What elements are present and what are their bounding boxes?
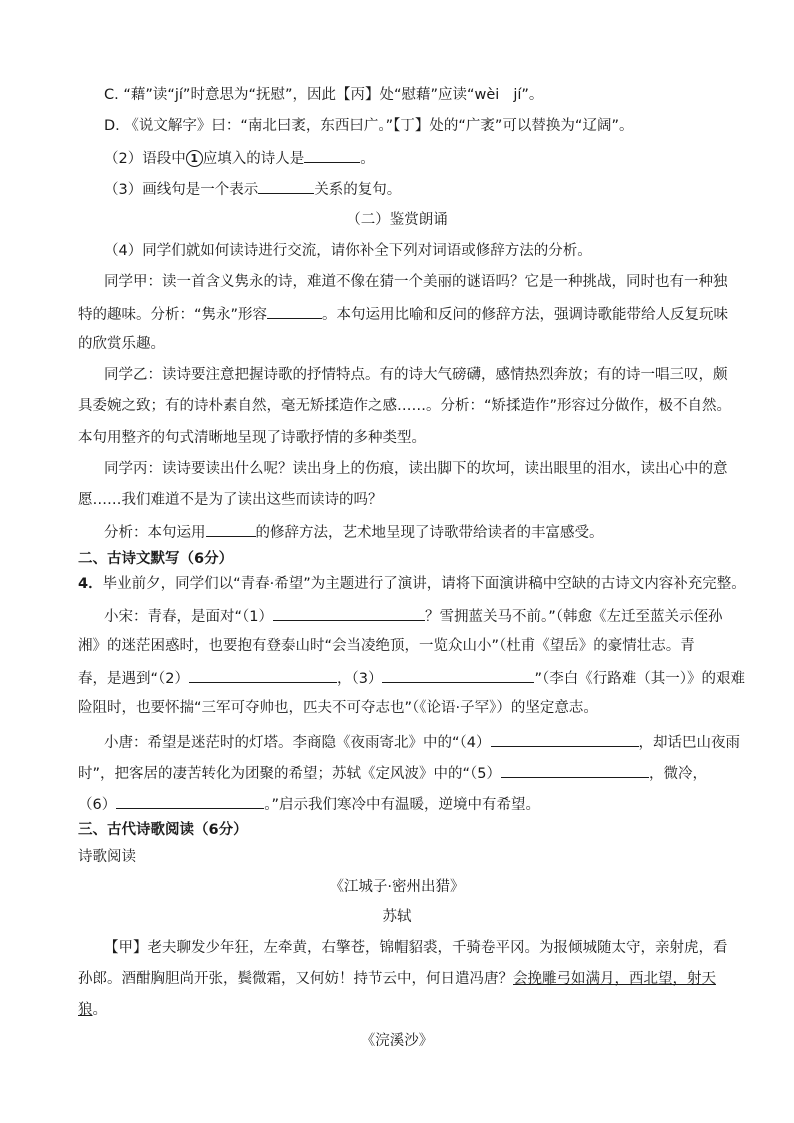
xiaosong-line-2: 湘》的迷茫困惑时，也要抱有登泰山时“会当凌绝顶，一览众山小”（杜甫《望岳》的豪情壮志。青 bbox=[78, 638, 695, 654]
answer-blank-3[interactable] bbox=[382, 667, 534, 683]
question-3-text-b: 关系的复句。 bbox=[314, 182, 402, 198]
section-2-heading: 二、古诗文默写（6分） bbox=[78, 551, 234, 567]
xiaotang-text-c: 时”，把客居的凄苦转化为团聚的希望；苏轼《定风波》中的“（5） bbox=[78, 766, 501, 782]
xiaotang-text-b: ，却话巴山夜雨 bbox=[638, 735, 740, 751]
poem-1-line-1: 【甲】老夫聊发少年狂，左牵黄，右擎苍，锦帽貂裘，千骑卷平冈。为报倾城随太守，亲射虎，看 bbox=[104, 940, 728, 956]
student-yi-line-2: 具委婉之致；有的诗朴素自然，毫无矫揉造作之感……。分析：“矫揉造作”形容过分做作，极不自然。 bbox=[78, 398, 732, 414]
xiaosong-line-4: 险阻时，也要怀揣“三军可夺帅也，匹夫不可夺志也”（《论语·子罕》）的坚定意志。 bbox=[78, 700, 598, 716]
xiaosong-text-e: ”（李白《行路难（其一）》的艰难 bbox=[534, 671, 745, 687]
answer-blank[interactable] bbox=[206, 521, 256, 537]
circled-number-1: 1 bbox=[186, 150, 203, 167]
answer-blank[interactable] bbox=[267, 303, 322, 319]
option-c-text: C. “藉”读“jí”时意思为“抚慰”，因此【丙】处“慰藉”应读“wèi bbox=[104, 87, 500, 103]
question-2-text: （2）语段中 bbox=[104, 151, 186, 167]
xiaosong-line-1 bbox=[104, 605, 723, 627]
xiaosong-text-b: ？雪拥蓝关马不前。”（韩愈《左迁至蓝关示侄孙 bbox=[425, 609, 723, 625]
xiaotang-text: 小唐：希望是迷茫时的灯塔。李商隐《夜雨寄北》中的“（4） bbox=[104, 735, 491, 751]
option-c bbox=[104, 85, 543, 105]
student-yi-line-1: 同学乙：读诗要注意把握诗歌的抒情特点。有的诗大气磅礴，感情热烈奔放；有的诗一唱三叹，颇 bbox=[104, 367, 728, 383]
analysis-text: 分析：本句运用 bbox=[104, 525, 206, 541]
question-2-text-b: 应填入的诗人是 bbox=[202, 151, 305, 167]
question-number: 4． bbox=[78, 576, 103, 592]
student-jia-text-b: 。本句运用比喻和反问的修辞方法，强调诗歌能带给人反复玩味 bbox=[322, 307, 729, 323]
option-c-tail: jí”。 bbox=[513, 87, 544, 103]
question-2 bbox=[104, 147, 375, 169]
student-bing-line-1: 同学丙：读诗要读出什么呢？读出身上的伤痕，读出脚下的坎坷，读出眼里的泪水，读出心中的意 bbox=[104, 461, 728, 477]
poem-1-line-2 bbox=[78, 969, 716, 989]
xiaotang-line-1 bbox=[104, 731, 740, 753]
answer-blank-6[interactable] bbox=[116, 793, 264, 809]
poem-1-end: 。 bbox=[92, 1002, 107, 1018]
poem-reading-label: 诗歌阅读 bbox=[78, 849, 136, 865]
xiaotang-line-2 bbox=[78, 762, 707, 784]
student-jia-line-2 bbox=[78, 303, 728, 325]
question-2-end: 。 bbox=[360, 151, 375, 167]
analysis-text-b: 的修辞方法，艺术地呈现了诗歌带给读者的丰富感受。 bbox=[255, 525, 604, 541]
underlined-sentence: 会挽雕弓如满月，西北望，射天 bbox=[513, 971, 716, 987]
question-4-main-text: 毕业前夕，同学们以“青春·希望”为主题进行了演讲，请将下面演讲稿中空缺的古诗文内容补充完整。 bbox=[102, 576, 746, 592]
question-3 bbox=[104, 178, 401, 200]
xiaotang-text-e: （6） bbox=[78, 797, 117, 813]
poem-1-title: 《江城子·密州出猎》 bbox=[329, 879, 465, 895]
student-jia-line-3: 的欣赏乐趣。 bbox=[78, 336, 165, 352]
section-3-heading: 三、古代诗歌阅读（6分） bbox=[78, 822, 248, 838]
poem-2-title: 《浣溪沙》 bbox=[360, 1033, 434, 1049]
xiaosong-text-c: 春，是遇到“（2） bbox=[78, 671, 189, 687]
xiaosong-text-d: ，（3） bbox=[337, 671, 383, 687]
student-jia-text: 特的趣味。分析：“隽永”形容 bbox=[78, 307, 268, 323]
xiaosong-line-3 bbox=[78, 667, 745, 689]
question-3-text: （3）画线句是一个表示 bbox=[104, 182, 259, 198]
answer-blank-4[interactable] bbox=[491, 731, 639, 747]
answer-blank[interactable] bbox=[258, 178, 314, 194]
answer-blank-5[interactable] bbox=[501, 762, 649, 778]
answer-blank[interactable] bbox=[304, 147, 360, 163]
xiaosong-text: 小宋：青春，是面对“（1） bbox=[104, 609, 273, 625]
question-4-main bbox=[78, 574, 746, 594]
student-bing-line-3 bbox=[104, 521, 604, 543]
answer-blank-1[interactable] bbox=[273, 605, 425, 621]
student-yi-line-3: 本句用整齐的句式清晰地呈现了诗歌抒情的多种类型。 bbox=[78, 430, 426, 446]
underlined-sentence-end: 狼 bbox=[78, 1002, 93, 1018]
xiaotang-text-d: ，微冷， bbox=[649, 766, 707, 782]
option-d: D. 《说文解字》曰：“南北曰袤，东西曰广。”【丁】处的“广袤”可以替换为“辽阔”。 bbox=[104, 118, 634, 134]
poem-1-line-3 bbox=[78, 1000, 107, 1020]
student-bing-line-2: 愿……我们难道不是为了读出这些而读诗的吗？ bbox=[78, 492, 383, 508]
poem-1-author: 苏轼 bbox=[382, 909, 412, 925]
poem-1-text: 孙郎。酒酣胸胆尚开张，鬓微霜，又何妨！持节云中，何日遣冯唐？ bbox=[78, 971, 513, 987]
student-jia-line-1: 同学甲：读一首含义隽永的诗，难道不像在猜一个美丽的谜语吗？它是一种挑战，同时也有一种独 bbox=[104, 274, 728, 290]
subsection-title: （二）鉴赏朗诵 bbox=[346, 212, 448, 228]
answer-blank-2[interactable] bbox=[189, 667, 337, 683]
question-4: （4）同学们就如何读诗进行交流，请你补全下列对词语或修辞方法的分析。 bbox=[104, 243, 592, 259]
xiaotang-line-3 bbox=[78, 793, 540, 815]
xiaotang-text-f: 。”启示我们寒冷中有温暖，逆境中有希望。 bbox=[264, 797, 540, 813]
